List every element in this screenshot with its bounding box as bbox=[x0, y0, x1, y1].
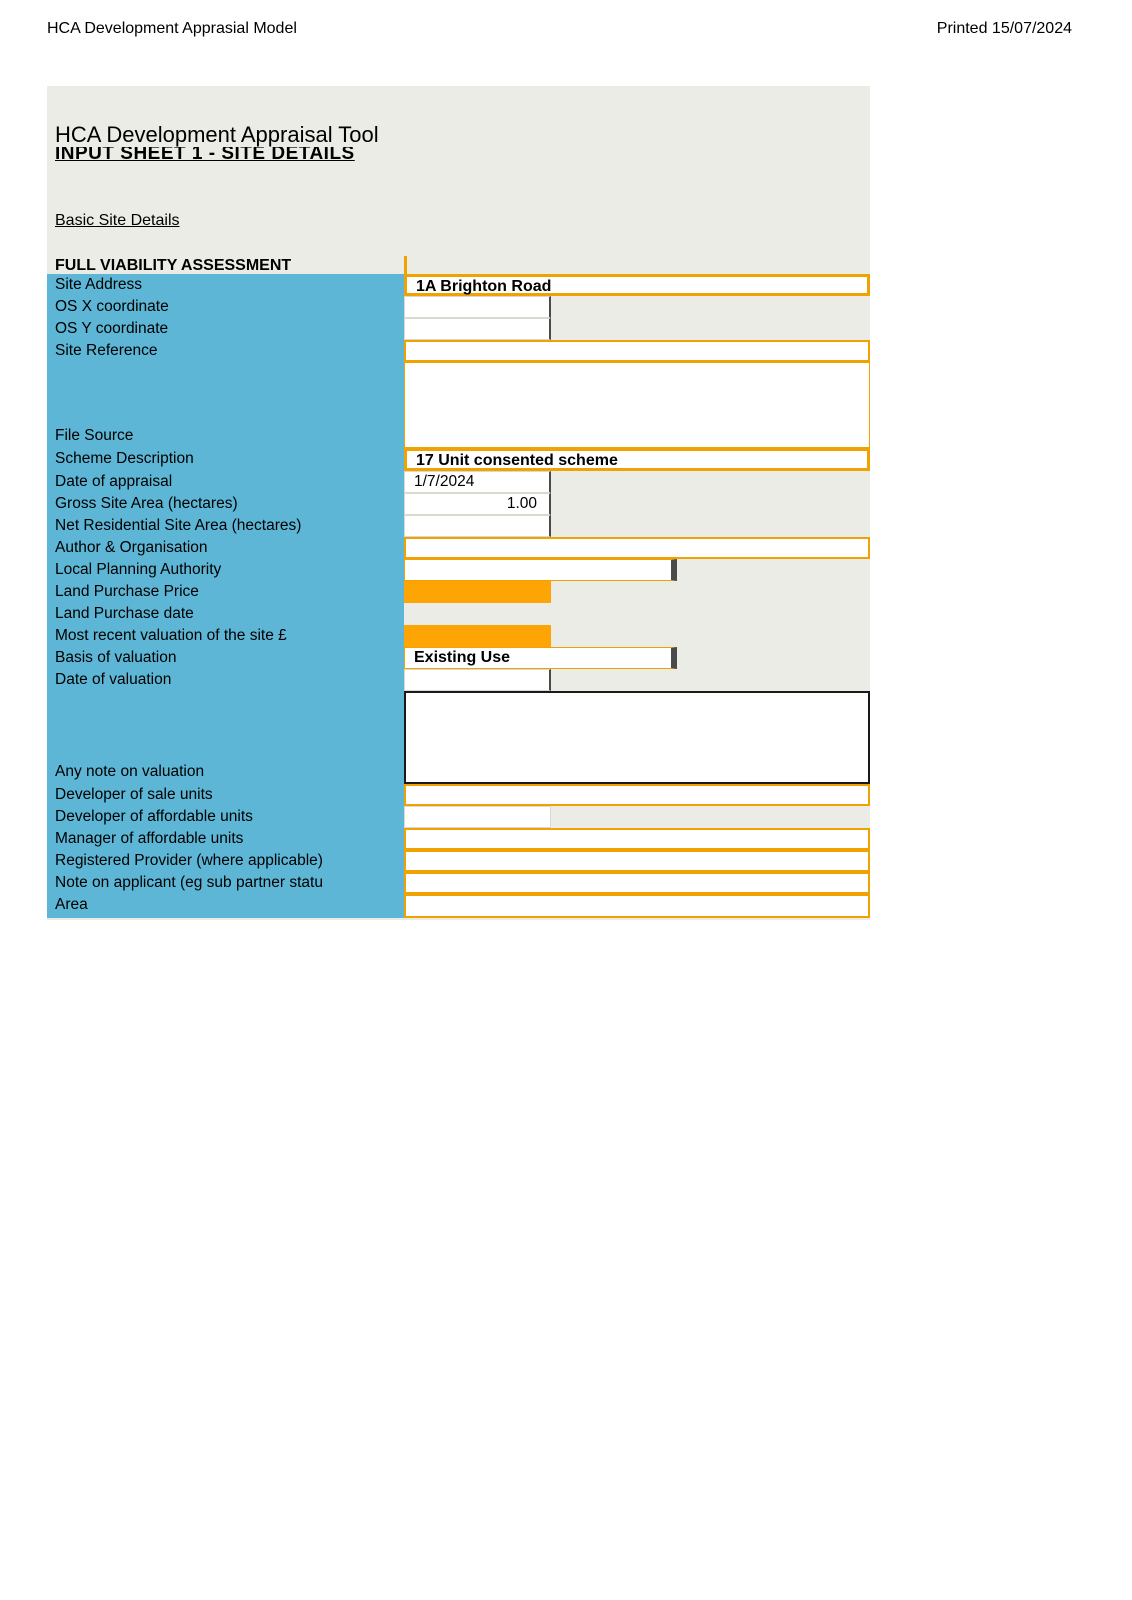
developer-of-affordable-units-value bbox=[405, 807, 550, 808]
area-label: Area bbox=[47, 894, 404, 918]
field-row-site-reference bbox=[47, 340, 870, 362]
most-recent-valuation-label: Most recent valuation of the site £ bbox=[47, 625, 404, 647]
note-on-valuation-label: Any note on valuation bbox=[47, 691, 404, 784]
local-planning-authority-label: Local Planning Authority bbox=[47, 559, 404, 581]
land-purchase-date-input[interactable] bbox=[404, 603, 551, 625]
field-row-area bbox=[47, 894, 870, 918]
gross-site-area-label: Gross Site Area (hectares) bbox=[47, 493, 404, 515]
assessment-heading: FULL VIABILITY ASSESSMENT bbox=[55, 257, 292, 274]
note-on-applicant-input[interactable] bbox=[404, 872, 870, 894]
field-row-local-planning-authority bbox=[47, 559, 870, 581]
basis-of-valuation-label: Basis of valuation bbox=[47, 647, 404, 669]
field-row-file-source bbox=[47, 362, 870, 448]
area-input[interactable] bbox=[404, 894, 870, 918]
note-on-valuation-input[interactable] bbox=[404, 691, 870, 784]
site-details-grid bbox=[47, 274, 870, 918]
developer-of-sale-units-input[interactable] bbox=[404, 784, 870, 806]
os-x-value bbox=[405, 297, 549, 298]
section-basic-site-details: Basic Site Details bbox=[55, 212, 180, 229]
field-row-os-x bbox=[47, 296, 870, 318]
file-source-label: File Source bbox=[47, 362, 404, 448]
os-y-value bbox=[405, 319, 549, 320]
field-row-os-y bbox=[47, 318, 870, 340]
local-planning-authority-input[interactable] bbox=[404, 559, 677, 581]
developer-of-affordable-units-input[interactable] bbox=[404, 806, 551, 828]
date-of-appraisal-label: Date of appraisal bbox=[47, 471, 404, 493]
site-reference-value bbox=[406, 342, 868, 343]
basis-of-valuation-value: Existing Use bbox=[414, 649, 511, 666]
manager-of-affordable-units-label: Manager of affordable units bbox=[47, 828, 404, 850]
land-purchase-date-label: Land Purchase date bbox=[47, 603, 404, 625]
most-recent-valuation-value bbox=[405, 626, 550, 627]
note-on-valuation-value bbox=[406, 693, 868, 694]
land-purchase-price-value bbox=[405, 582, 550, 583]
area-value bbox=[406, 896, 868, 897]
sheet-title: HCA Development Appraisal Tool bbox=[55, 122, 379, 147]
field-row-site-address bbox=[47, 274, 870, 296]
file-source-value bbox=[405, 363, 869, 364]
field-row-author-organisation bbox=[47, 537, 870, 559]
registered-provider-input[interactable] bbox=[404, 850, 870, 872]
sheet-panel bbox=[47, 86, 870, 920]
author-organisation-input[interactable] bbox=[404, 537, 870, 559]
site-address-label: Site Address bbox=[47, 274, 404, 296]
field-row-note-on-valuation bbox=[47, 691, 870, 784]
field-row-developer-of-sale-units bbox=[47, 784, 870, 806]
field-row-date-of-appraisal bbox=[47, 471, 870, 493]
os-y-label: OS Y coordinate bbox=[47, 318, 404, 340]
registered-provider-label: Registered Provider (where applicable) bbox=[47, 850, 404, 872]
field-row-registered-provider bbox=[47, 850, 870, 872]
site-reference-input[interactable] bbox=[404, 340, 870, 362]
manager-of-affordable-units-input[interactable] bbox=[404, 828, 870, 850]
most-recent-valuation-input[interactable] bbox=[404, 625, 551, 647]
field-row-developer-of-affordable-units bbox=[47, 806, 870, 828]
net-residential-area-label: Net Residential Site Area (hectares) bbox=[47, 515, 404, 537]
field-row-net-residential-area bbox=[47, 515, 870, 537]
gross-site-area-value: 1.00 bbox=[506, 495, 537, 512]
scheme-description-input[interactable] bbox=[404, 448, 870, 471]
note-on-applicant-label: Note on applicant (eg sub partner statu bbox=[47, 872, 404, 894]
author-organisation-value bbox=[406, 539, 868, 540]
os-x-input[interactable] bbox=[404, 296, 551, 318]
developer-of-sale-units-value bbox=[406, 786, 868, 787]
site-address-value: 1A Brighton Road bbox=[416, 278, 552, 295]
author-organisation-label: Author & Organisation bbox=[47, 537, 404, 559]
developer-of-sale-units-label: Developer of sale units bbox=[47, 784, 404, 806]
manager-of-affordable-units-value bbox=[406, 830, 868, 831]
site-reference-label: Site Reference bbox=[47, 340, 404, 362]
document-title: HCA Development Apprasial Model bbox=[47, 20, 297, 37]
date-of-valuation-value bbox=[405, 670, 549, 671]
field-row-manager-of-affordable-units bbox=[47, 828, 870, 850]
field-row-basis-of-valuation bbox=[47, 647, 870, 669]
cell-border-tick bbox=[404, 256, 407, 274]
file-source-input[interactable] bbox=[404, 362, 870, 448]
basis-of-valuation-input[interactable] bbox=[404, 647, 677, 669]
developer-of-affordable-units-label: Developer of affordable units bbox=[47, 806, 404, 828]
print-header bbox=[47, 20, 1072, 38]
sheet-subtitle-text: INPUT SHEET 1 - SITE DETAILS bbox=[55, 147, 355, 164]
gross-site-area-input[interactable] bbox=[404, 493, 551, 515]
scheme-description-label: Scheme Description bbox=[47, 448, 404, 471]
sheet-subtitle bbox=[55, 147, 870, 166]
local-planning-authority-value bbox=[405, 560, 671, 561]
os-x-label: OS X coordinate bbox=[47, 296, 404, 318]
date-of-appraisal-input[interactable] bbox=[404, 471, 551, 493]
date-of-valuation-label: Date of valuation bbox=[47, 669, 404, 691]
field-row-gross-site-area bbox=[47, 493, 870, 515]
date-of-valuation-input[interactable] bbox=[404, 669, 551, 691]
field-row-most-recent-valuation bbox=[47, 625, 870, 647]
land-purchase-date-value bbox=[404, 603, 551, 604]
land-purchase-price-input[interactable] bbox=[404, 581, 551, 603]
scheme-description-value: 17 Unit consented scheme bbox=[416, 452, 618, 469]
site-address-input[interactable] bbox=[404, 274, 870, 296]
land-purchase-price-label: Land Purchase Price bbox=[47, 581, 404, 603]
field-row-land-purchase-price bbox=[47, 581, 870, 603]
os-y-input[interactable] bbox=[404, 318, 551, 340]
field-row-date-of-valuation bbox=[47, 669, 870, 691]
net-residential-area-value bbox=[405, 516, 549, 517]
field-row-scheme-description bbox=[47, 448, 870, 471]
note-on-applicant-value bbox=[406, 874, 868, 875]
print-date: Printed 15/07/2024 bbox=[936, 20, 1072, 37]
field-row-note-on-applicant bbox=[47, 872, 870, 894]
date-of-appraisal-value: 1/7/2024 bbox=[414, 473, 475, 490]
field-row-land-purchase-date bbox=[47, 603, 870, 625]
registered-provider-value bbox=[406, 852, 868, 853]
net-residential-area-input[interactable] bbox=[404, 515, 551, 537]
